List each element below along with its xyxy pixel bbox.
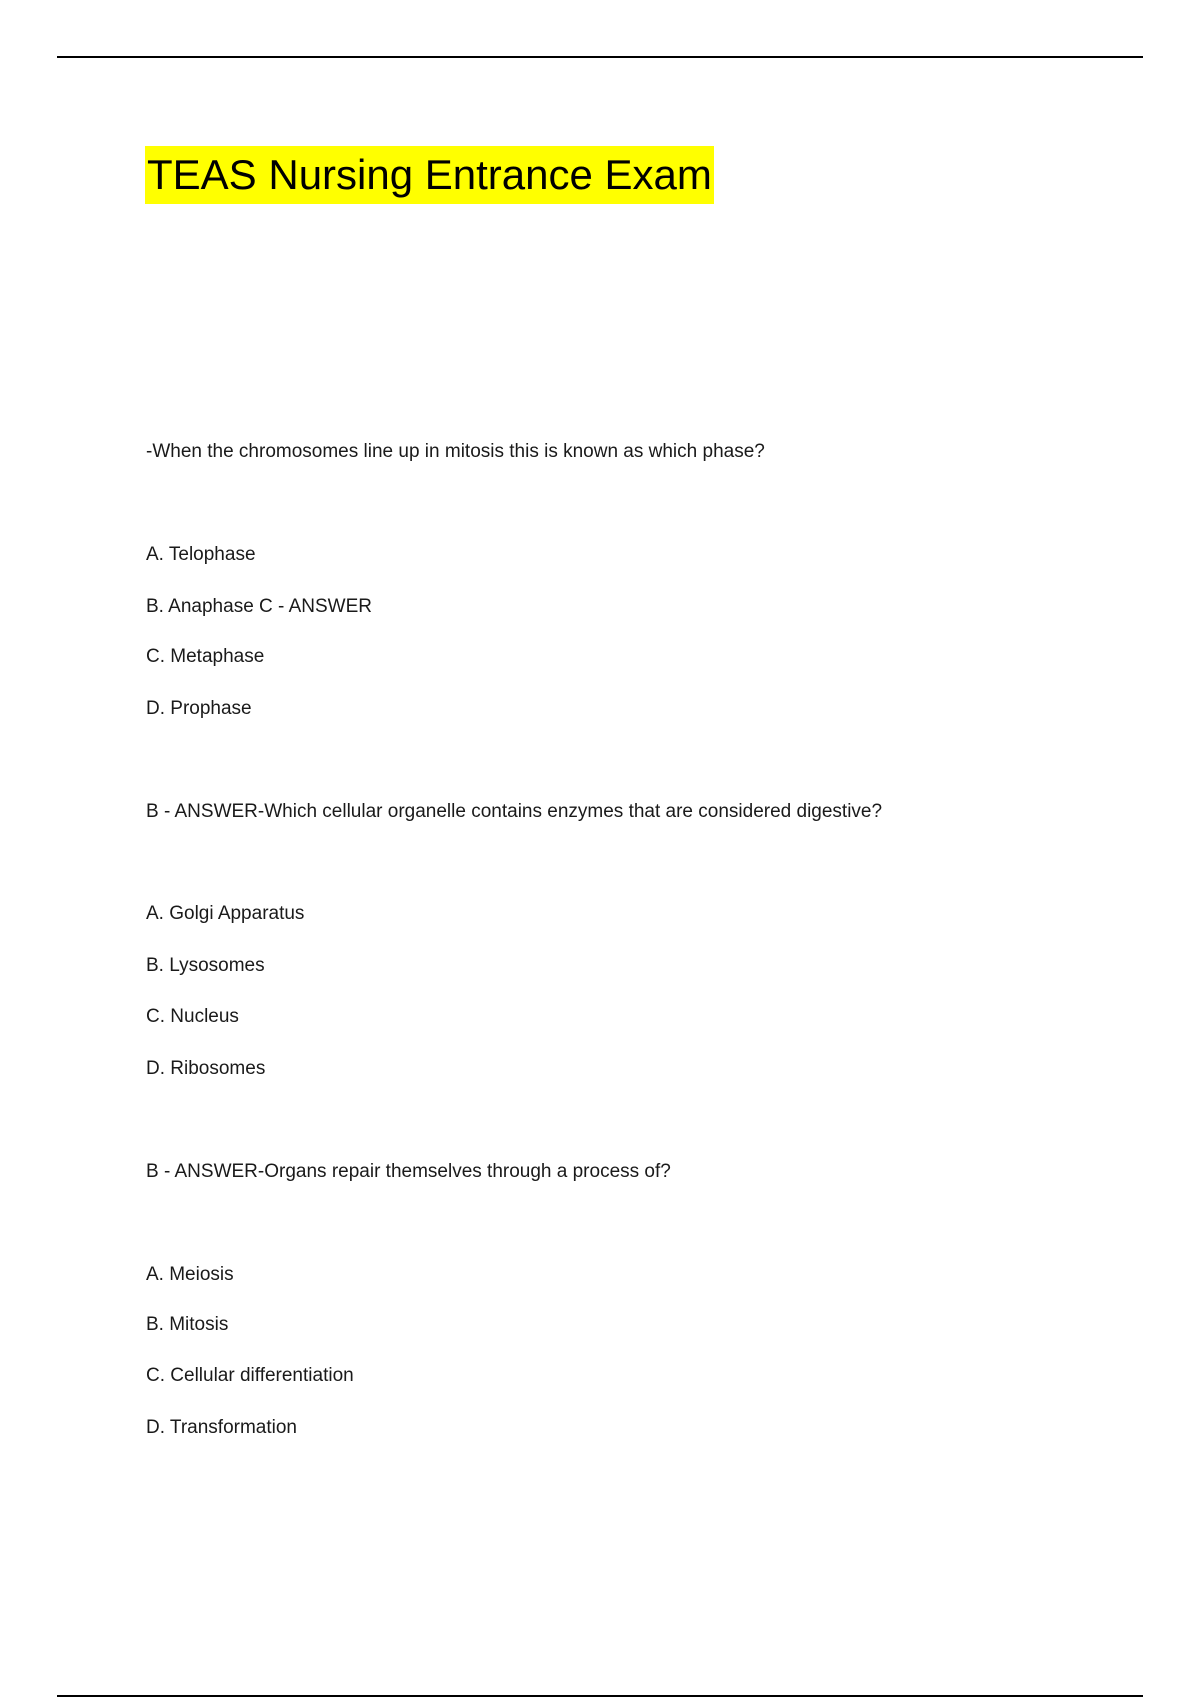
document-title: TEAS Nursing Entrance Exam [145,146,714,204]
question-1-option-d: D. Prophase [146,698,252,719]
question-2-option-c: C. Nucleus [146,1006,239,1027]
question-3-option-c: C. Cellular differentiation [146,1365,354,1386]
question-2-option-d: D. Ribosomes [146,1058,266,1079]
question-2-prompt: B - ANSWER-Which cellular organelle contains enzymes that are considered digestive? [146,801,883,822]
footer-rule [57,1695,1143,1697]
question-3-option-b: B. Mitosis [146,1314,229,1335]
question-3-option-a: A. Meiosis [146,1264,234,1285]
question-2-option-b: B. Lysosomes [146,955,265,976]
header-rule [57,56,1143,58]
question-3-option-d: D. Transformation [146,1417,297,1438]
question-1-option-a: A. Telophase [146,544,256,565]
question-3-prompt: B - ANSWER-Organs repair themselves through a process of? [146,1161,671,1182]
question-1-option-b: B. Anaphase C - ANSWER [146,596,372,617]
question-1-prompt: -When the chromosomes line up in mitosis this is known as which phase? [146,441,765,462]
question-1-option-c: C. Metaphase [146,646,265,667]
question-2-option-a: A. Golgi Apparatus [146,903,305,924]
